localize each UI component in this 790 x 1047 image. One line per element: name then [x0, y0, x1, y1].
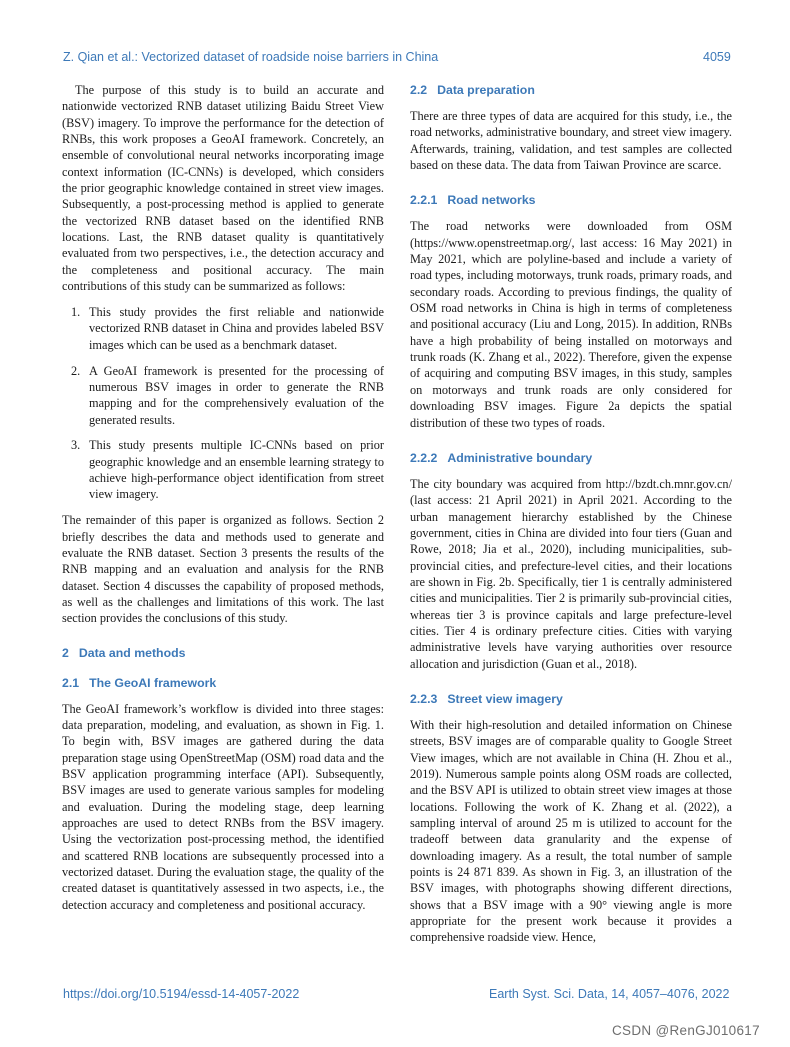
watermark: CSDN @RenGJ010617 [612, 1023, 760, 1038]
left-column [62, 82, 384, 913]
remainder-paragraph: The remainder of this paper is organized as follows. Section 2 briefly describes the data and methods used to generate and evaluate the RNB dataset. Section 3 presents the results of the RNB mapping and an evaluation and analysis for the RNB dataset. Section 4 discusses the capability of proposed methods, as well as the challenges and limitations of this work. The last section provides the conclusions of this study. [62, 513, 384, 626]
contributions-list [62, 304, 384, 503]
journal-citation: Earth Syst. Sci. Data, 14, 4057–4076, 2022 [489, 987, 730, 1001]
running-title: Z. Qian et al.: Vectorized dataset of roadside noise barriers in China [63, 50, 439, 64]
page-number: 4059 [703, 50, 731, 64]
doi-link[interactable]: https://doi.org/10.5194/essd-14-4057-2022 [63, 987, 300, 1001]
administrative-boundary-paragraph: The city boundary was acquired from http://bzdt.ch.mnr.gov.cn/ (last access: 21 April 2021) in April 2021. According to the urban management hierarchy established by the Chinese government, cities in China are divided into four tiers (Guan and Rowe, 2018; Jia et al., 2020), including municipalities, sub-provincial cities, and prefecture-level cities, and their locations are shown in Fig. 2b. Specifically, tier 1 is centrally administered cities and municipalities. Tier 2 is primarily sub-provincial cities, whereas tier 3 is province capitals and large prefecture-level cities. Tier 4 is ordinary prefecture cities. Cities with varying administrative levels have varying authorities over resource allocation and jurisdiction (Guan et al., 2018). [410, 476, 732, 671]
framework-paragraph: The GeoAI framework’s workflow is divided into three stages: data preparation, modeling, and evaluation, as shown in Fig. 1. To begin with, BSV images are gathered during the data preparation stage using OpenStreetMap (OSM) road data and the BSV application programming interface (API). Subsequently, BSV images are used to generate various samples for modeling and evaluation. During the modeling stage, deep learning approaches are used to detect RNBs from the BSV imagery. Using the vectorization post-processing method, the identified and scattered RNB locations are subsequently processed into a vectorized dataset. During the evaluation stage, the quality of the created dataset is quantitatively assessed in two aspects, i.e., the detection accuracy and completeness and positional accuracy. [62, 701, 384, 912]
list-item-text: A GeoAI framework is presented for the processing of numerous BSV images in order to generate the RNB mapping and for the comprehensively evaluation of the generated results. [89, 363, 384, 427]
section-heading-2-2-3: 2.2.3 Street view imagery [410, 691, 563, 706]
section-heading-2-1: 2.1 The GeoAI framework [62, 675, 217, 690]
section-heading-2-2-2: 2.2.2 Administrative boundary [410, 450, 593, 465]
list-item-number: 1. [71, 304, 81, 319]
list-item [62, 363, 384, 428]
list-item-text: This study presents multiple IC-CNNs based on prior geographic knowledge and an ensemble learning strategy to achieve high-performance object identification from street view imagery. [89, 438, 384, 502]
list-item-number: 2. [71, 363, 81, 378]
street-view-imagery-paragraph: With their high-resolution and detailed information on Chinese streets, BSV images are of comparable quality to Google Street View images, which are not available in China (H. Zhou et al., 2019). Numerous sample points along OSM roads are collected, and the BSV API is utilized to obtain street view images at those locations. Following the work of K. Zhang et al. (2022), a sampling interval of around 25 m is utilized to account for the tradeoff between data granularity and the expense of downloading imagery. As a result, the total number of sample points is 24 871 839. As shown in Fig. 3, an illustration of the BSV images, with photographs showing different directions, shows that a BSV image with a 90° viewing angle is more appropriate for the present work because it provides a comprehensive roadside view. Hence, [410, 717, 732, 945]
road-networks-paragraph: The road networks were downloaded from OSM (https://www.openstreetmap.org/, last access: 16 May 2021) in May 2021, which are polyline-based and include a variety of road types, including motorways, trunk roads, primary roads, and secondary roads. According to previous findings, the quality of OSM road networks in China is high in terms of completeness and positional accuracy (Liu and Long, 2015). In addition, RNBs have a high probability of being installed on motorways and trunk roads (K. Zhang et al., 2022). Therefore, given the expense of acquiring and computing BSV images, in this study, samples on motorways and trunk roads are only considered for downloading BSV images. Figure 2a depicts the spatial distribution of these two types of roads. [410, 219, 732, 430]
data-preparation-paragraph: There are three types of data are acquired for this study, i.e., the road networks, administrative boundary, and street view imagery. Afterwards, training, validation, and test samples are collected based on these data. The data from Taiwan Province are scarce. [410, 109, 732, 173]
list-item [62, 304, 384, 353]
right-column [410, 82, 732, 946]
list-item-number: 3. [71, 438, 81, 453]
section-heading-2: 2 Data and methods [62, 645, 186, 660]
section-heading-2-2-1: 2.2.1 Road networks [410, 193, 536, 208]
list-item-text: This study provides the first reliable and nationwide vectorized RNB dataset in China and provides labeled BSV images which can be used as a benchmark dataset. [89, 304, 384, 352]
intro-paragraph: The purpose of this study is to build an accurate and nationwide vectorized RNB dataset utilizing Baidu Street View (BSV) imagery. To improve the performance for the detection of RNBs, this work proposes a GeoAI framework. Concretely, an ensemble of convolutional neural networks incorporating image context information (IC-CNNs) is developed, which considers the prior geographic knowledge contained in street view images. Subsequently, a post-processing method is applied to generate the vectorized RNB dataset based on the identified RNB locations. Last, the RNB dataset quality is quantitatively evaluated from two perspectives, i.e., the detection accuracy and the completeness and positional accuracy. The main contributions of this study can be summarized as follows: [62, 83, 384, 294]
section-heading-2-2: 2.2 Data preparation [410, 83, 535, 97]
list-item [62, 437, 384, 502]
